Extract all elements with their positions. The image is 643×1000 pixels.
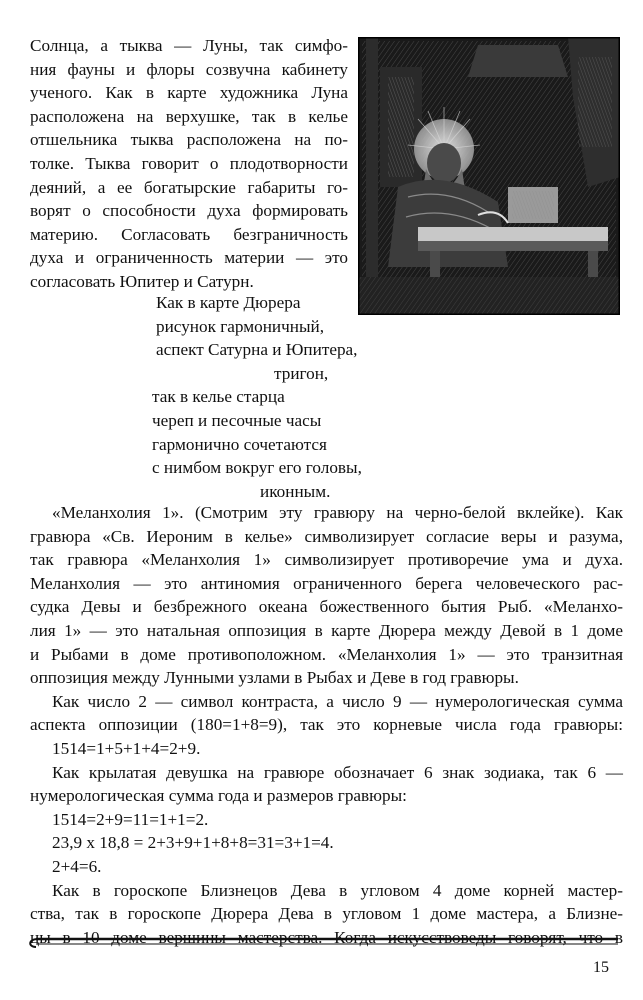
text-line: Как крылатая девушка на гравюре обозначает 6 знак зодиака, так 6 — (52, 762, 623, 782)
text-line: 1514=1+5+1+4=2+9. (52, 738, 201, 758)
text-line: согласовать Юпитер и Сатурн. (30, 271, 254, 291)
text-line: 1514=2+9=11=1+1=2. (52, 809, 209, 829)
text-line: «Меланхолия 1». (Смотрим эту гравюру на черно-белой вклейке). Как (52, 503, 623, 522)
body-text (30, 501, 623, 949)
poem-line: с нимбом вокруг его головы, (152, 458, 362, 478)
text-line: деяний, а ее богатырские габариты го- (30, 177, 348, 197)
text-line: ворят о способности духа формировать (30, 201, 348, 221)
text-line: судка Девы и безбрежного океана божественного бытия Рыб. «Меланхо- (30, 597, 623, 617)
text-line: аспекта оппозиции (180=1+8=9), так это корневые числа года гравюры: (30, 715, 623, 735)
text-line: отшельника тыква расположена на по- (30, 130, 348, 150)
page-number: 15 (593, 959, 609, 976)
engraving-illustration (358, 37, 620, 315)
text-line: ства, так в гороскопе Дюрера Дева в угловом 1 доме мастера, а Близне- (30, 904, 623, 924)
text-line: гравюра «Св. Иероним в келье» символизирует согласие веры и разума, (30, 526, 623, 546)
poem (142, 291, 402, 503)
footer-ornament-rule (26, 935, 618, 949)
text-line: 23,9 х 18,8 = 2+3+9+1+8+8=31=3+1=4. (52, 833, 334, 853)
text-line: Меланхолия — это антиномия ограниченного берега человеческого рас- (30, 573, 623, 593)
text-line: материю. Согласовать безграничность (30, 224, 348, 244)
text-line: толке. Тыква говорит о плодотворности (30, 153, 348, 173)
poem-line: так в келье старца (152, 387, 285, 407)
poem-line: рисунок гармоничный, (156, 316, 324, 336)
text-line: Как в гороскопе Близнецов Дева в угловом 4 доме корней мастер- (52, 880, 623, 900)
poem-line: иконным. (260, 481, 331, 501)
poem-line: тригон, (274, 363, 329, 383)
text-line: и Рыбами в доме противоположном. «Меланхолия 1» — это транзитная (30, 644, 623, 664)
poem-line: аспект Сатурна и Юпитера, (156, 340, 358, 360)
text-line: Как число 2 — символ контраста, а число 9 — нумерологическая сумма (52, 691, 623, 711)
text-line: лия 1» — это натальная оппозиция в карте Дюрера между Девой в 1 доме (30, 620, 623, 640)
text-line: духа и ограниченность материи — это (30, 248, 348, 268)
text-line: нумерологическая сумма года и размеров гравюры: (30, 786, 407, 806)
text-line: ния фауны и флоры созвучна кабинету (30, 59, 348, 79)
poem-line: Как в карте Дюрера (156, 293, 301, 312)
text-line: оппозиция между Лунными узлами в Рыбах и Деве в год гравюры. (30, 668, 519, 688)
text-line: так гравюра «Меланхолия 1» символизирует противоречие ума и духа. (30, 550, 623, 570)
text-line: цы в 10 доме вершины мастерства. Когда искусствоведы говорят, что в (30, 927, 623, 947)
poem-line: гармонично сочетаются (152, 434, 327, 454)
poem-line: череп и песочные часы (152, 410, 322, 430)
text-line: расположена на верхушке, так в келье (30, 106, 348, 126)
text-line: ученого. Как в карте художника Луна (30, 83, 348, 103)
text-line: 2+4=6. (52, 856, 102, 876)
text-line: Солнца, а тыква — Луны, так симфо- (30, 36, 348, 55)
top-paragraph (30, 34, 348, 294)
